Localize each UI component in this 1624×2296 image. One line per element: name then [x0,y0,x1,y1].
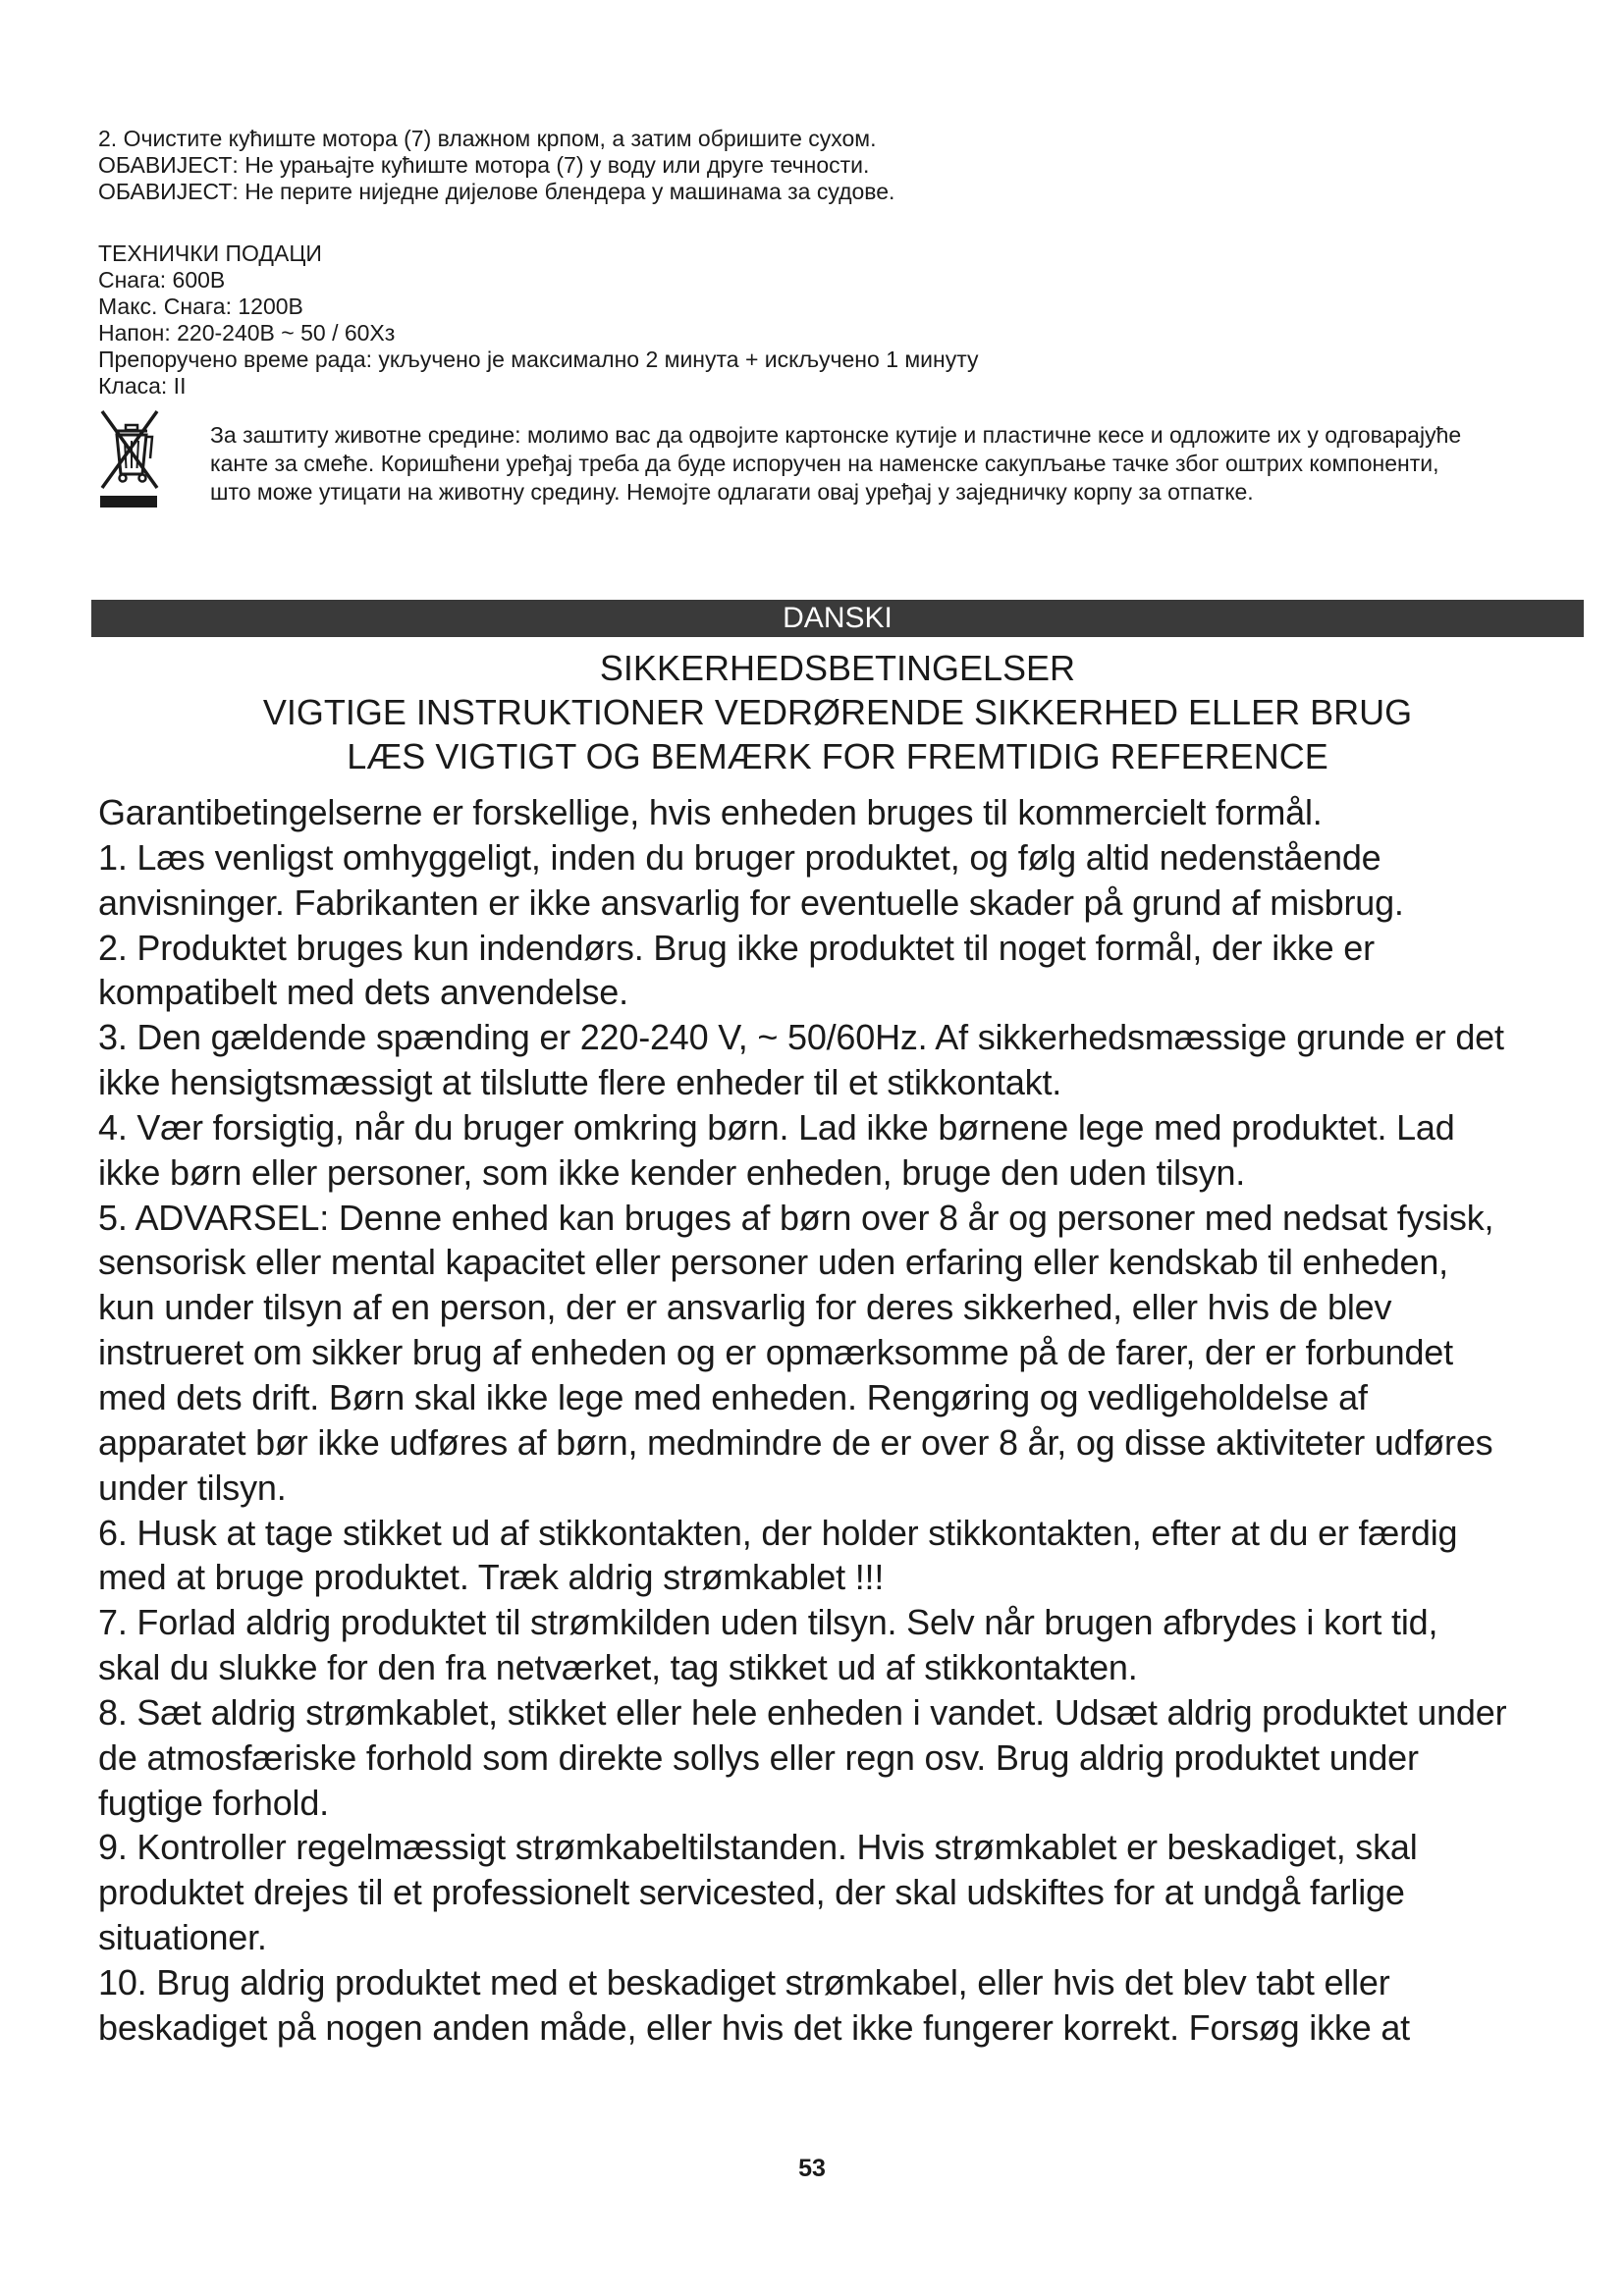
body-line: beskadiget på nogen anden måde, eller hvis det ikke fungerer korrekt. Forsøg ikke at [98,2006,1410,2048]
body-line: situationer. [98,1917,267,1958]
body-line: 8. Sæt aldrig strømkablet, stikket eller hele enheden i vandet. Udsæt aldrig produktet under [98,1691,1507,1733]
safety-conditions-heading: SIKKERHEDSBETINGELSER [599,648,1076,688]
body-line: instrueret om sikker brug af enheden og er opmærksomme på de farer, der er forbundet [98,1332,1453,1373]
language-section-bar: DANSKI [91,600,1584,637]
body-line: 1. Læs venligst omhyggeligt, inden du bruger produktet, og følg altid nedenstående [98,836,1381,878]
body-line: med at bruge produktet. Træk aldrig strømkablet !!! [98,1557,885,1598]
disposal-text [210,421,1565,507]
body-line: skal du slukke for den fra netværket, tag stikket ud af stikkontakten. [98,1647,1138,1688]
danish-body [98,790,1591,2051]
body-line: kompatibelt med dets anvendelse. [98,972,628,1013]
tech-data-class: Класа: II [98,373,187,399]
tech-data-voltage: Напон: 220-240В ~ 50 / 60Хз [98,320,396,346]
body-line: sensorisk eller mental kapacitet eller personer uden erfaring eller kendskab til enheden, [98,1242,1448,1283]
body-line: ikke hensigtsmæssigt at tilslutte flere enheder til et stikkontakt. [98,1062,1062,1103]
body-line: under tilsyn. [98,1467,287,1508]
body-line: apparatet bør ikke udføres af børn, medmindre de er over 8 år, og disse aktiviteter udføres [98,1421,1493,1463]
body-line: 10. Brug aldrig produktet med et beskadiget strømkabel, eller hvis det blev tabt eller [98,1961,1390,2002]
cleaning-notice-2: ОБАВИЈЕСТ: Не перите ниједне дијелове блендера у машинама за судове. [98,179,895,204]
danish-headings [91,646,1584,778]
cleaning-step-2: 2. Очистите кућиште мотора (7) влажном крпом, а затим обришите сухом. [98,126,877,151]
body-line: 6. Husk at tage stikket ud af stikkontakten, der holder stikkontakten, efter at du er færdig [98,1512,1458,1553]
important-instructions-heading: VIGTIGE INSTRUKTIONER VEDRØRENDE SIKKERHED ELLER BRUG [262,692,1413,732]
disposal-line: За заштиту животне средине: молимо вас да одвојите картонске кутије и пластичне кесе и одложите их у одговарајуће [210,422,1462,448]
body-line: kun under tilsyn af en person, der er ansvarlig for deres sikkerhed, eller hvis de blev [98,1287,1392,1328]
tech-data-power: Снага: 600В [98,267,226,293]
tech-data-max-power: Макс. Снага: 1200В [98,294,303,319]
body-line: produktet drejes til et professionelt servicested, der skal udskiftes for at undgå farlige [98,1872,1405,1913]
body-line: 3. Den gældende spænding er 220-240 V, ~ 50/60Hz. Af sikkerhedsmæssige grunde er det [98,1017,1504,1058]
body-line: de atmosfæriske forhold som direkte sollys eller regn osv. Brug aldrig produktet under [98,1736,1419,1778]
disposal-line: канте за смеће. Коришћени уређај треба да буде испоручен на наменске сакупљање тачке због оштрих компоненти, [210,451,1439,476]
tech-data-operating-time: Препоручено време рада: укључено је максимално 2 минута + искључено 1 минуту [98,347,979,372]
crossed-out-wheelie-bin-icon [98,409,159,509]
body-line: 9. Kontroller regelmæssigt strømkabeltilstanden. Hvis strømkablet er beskadiget, skal [98,1827,1418,1868]
body-line: fugtige forhold. [98,1782,329,1823]
body-line: Garantibetingelserne er forskellige, hvis enheden bruges til kommercielt formål. [98,792,1323,832]
body-line: 7. Forlad aldrig produktet til strømkilden uden tilsyn. Selv når brugen afbrydes i kort tid, [98,1602,1438,1643]
body-line: ikke børn eller personer, som ikke kender enheden, bruge den uden tilsyn. [98,1151,1246,1193]
cleaning-notice-1: ОБАВИЈЕСТ: Не урањајте кућиште мотора (7) у воду или друге течности. [98,152,870,178]
future-reference-heading: LÆS VIGTIGT OG BEMÆRK FOR FREMTIDIG REFERENCE [347,736,1328,776]
body-line: 2. Produktet bruges kun indendørs. Brug ikke produktet til noget formål, der ikke er [98,927,1375,968]
tech-data-title: ТЕХНИЧКИ ПОДАЦИ [98,240,322,266]
serbian-section [98,126,1551,532]
disposal-line: што може утицати на животну средину. Немојте одлагати овај уређај у заједничку корпу за отпатке. [210,479,1254,505]
disposal-notice [98,409,1551,532]
page-number: 53 [798,2155,826,2182]
body-line: med dets drift. Børn skal ikke lege med enheden. Rengøring og vedligeholdelse af [98,1376,1368,1417]
body-line: 5. ADVARSEL: Denne enhed kan bruges af børn over 8 år og personer med nedsat fysisk, [98,1197,1494,1238]
body-line: 4. Vær forsigtig, når du bruger omkring børn. Lad ikke børnene lege med produktet. Lad [98,1106,1455,1148]
body-line: anvisninger. Fabrikanten er ikke ansvarlig for eventuelle skader på grund af misbrug. [98,881,1404,923]
